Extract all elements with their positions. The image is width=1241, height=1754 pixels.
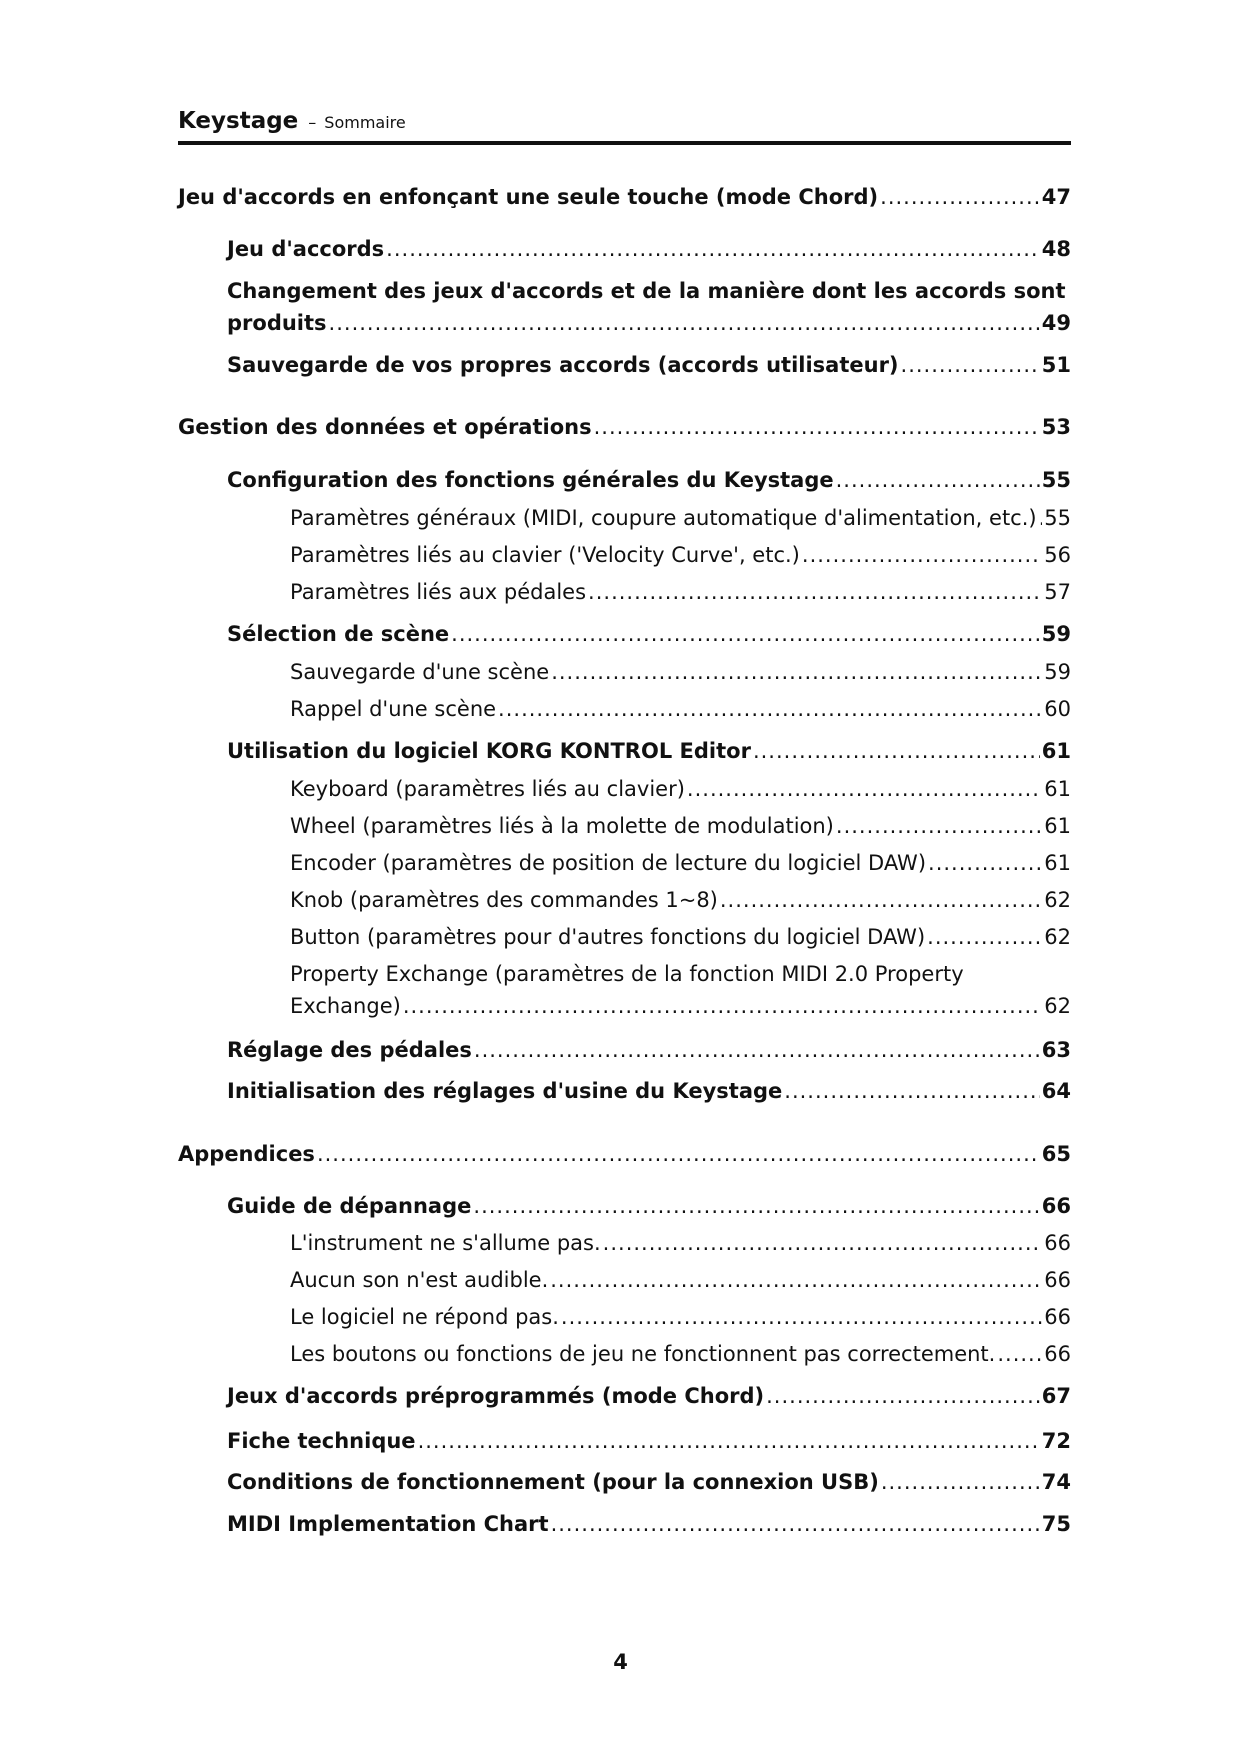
toc-entry-level3[interactable]: L'instrument ne s'allume pas. ..... 66 — [290, 1227, 1071, 1259]
toc-entry-level2[interactable]: Changement des jeux d'accords et de la manière dont les accords sont produits ..... 49 — [227, 275, 1071, 339]
page-number: 4 — [613, 1650, 628, 1674]
document-title: Keystage — [178, 108, 299, 134]
toc-entry-level3[interactable]: Keyboard (paramètres liés au clavier) ..... 61 — [290, 773, 1071, 805]
toc-entry-level3[interactable]: Button (paramètres pour d'autres fonctions du logiciel DAW) ..... 62 — [290, 921, 1071, 953]
toc-entry-level3[interactable]: Property Exchange (paramètres de la fonction MIDI 2.0 Property Exchange) ..... 62 — [290, 958, 1071, 1022]
toc-entry-level2[interactable]: Configuration des fonctions générales du Keystage ..... 55 — [227, 464, 1071, 496]
toc-entry-level1[interactable]: Jeu d'accords en enfonçant une seule touche (mode Chord) ..... 47 — [178, 181, 1071, 213]
toc-entry-level2[interactable]: Conditions de fonctionnement (pour la connexion USB) ..... 74 — [227, 1466, 1071, 1498]
toc-entry-level2[interactable]: Guide de dépannage ..... 66 — [227, 1190, 1071, 1222]
toc-entry-level2[interactable]: Initialisation des réglages d'usine du Keystage ..... 64 — [227, 1075, 1071, 1107]
toc-entry-level2[interactable]: Fiche technique ..... 72 — [227, 1425, 1071, 1457]
toc-entry-level2[interactable]: Jeux d'accords préprogrammés (mode Chord) ..... 67 — [227, 1380, 1071, 1412]
toc-entry-level3[interactable]: Paramètres liés aux pédales ..... 57 — [290, 576, 1071, 608]
toc-entry-level3[interactable]: Paramètres liés au clavier ('Velocity Curve', etc.) ..... 56 — [290, 539, 1071, 571]
toc-entry-level2[interactable]: Sauvegarde de vos propres accords (accords utilisateur) ..... 51 — [227, 349, 1071, 381]
toc-entry-level3[interactable]: Le logiciel ne répond pas. ..... 66 — [290, 1301, 1071, 1333]
toc-entry-level3[interactable]: Aucun son n'est audible. ..... 66 — [290, 1264, 1071, 1296]
toc-entry-level3[interactable]: Paramètres généraux (MIDI, coupure automatique d'alimentation, etc.) ..... 55 — [290, 502, 1071, 534]
toc-entry-level2[interactable]: MIDI Implementation Chart ..... 75 — [227, 1508, 1071, 1540]
toc-entry-level3[interactable]: Wheel (paramètres liés à la molette de modulation) ..... 61 — [290, 810, 1071, 842]
section-title: Sommaire — [324, 113, 406, 132]
toc-entry-level3[interactable]: Encoder (paramètres de position de lecture du logiciel DAW) ..... 61 — [290, 847, 1071, 879]
toc-entry-level3[interactable]: Les boutons ou fonctions de jeu ne fonctionnent pas correctement. ..... 66 — [290, 1338, 1071, 1370]
toc-entry-level2[interactable]: Utilisation du logiciel KORG KONTROL Editor ..... 61 — [227, 735, 1071, 767]
toc-entry-level3[interactable]: Rappel d'une scène ..... 60 — [290, 693, 1071, 725]
header-separator: – — [308, 113, 317, 132]
toc-entry-level2[interactable]: Sélection de scène ..... 59 — [227, 618, 1071, 650]
toc-entry-level3[interactable]: Sauvegarde d'une scène ..... 59 — [290, 656, 1071, 688]
toc-entry-level3[interactable]: Knob (paramètres des commandes 1~8) ..... 62 — [290, 884, 1071, 916]
toc-entry-level2[interactable]: Jeu d'accords ..... 48 — [227, 233, 1071, 265]
toc-entry-level1[interactable]: Appendices ..... 65 — [178, 1138, 1071, 1170]
toc-entry-level2[interactable]: Réglage des pédales ..... 63 — [227, 1034, 1071, 1066]
toc-entry-level1[interactable]: Gestion des données et opérations ..... 53 — [178, 411, 1071, 443]
